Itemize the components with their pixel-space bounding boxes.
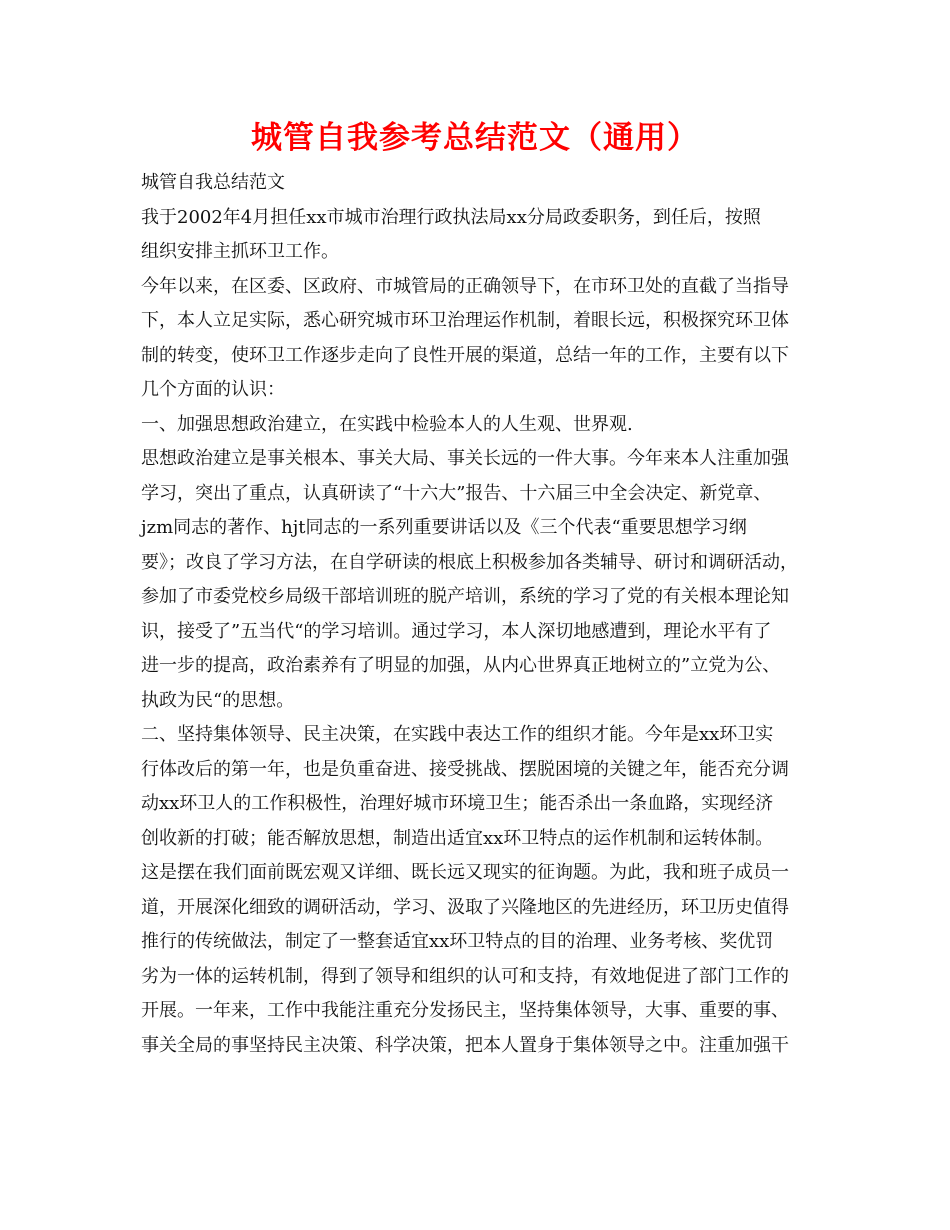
body-line: 推行的传统做法，制定了一整套适宜xx环卫特点的目的治理、业务考核、奖优罚 xyxy=(141,931,774,952)
body-line: 今年以来，在区委、区政府、市城管局的正确领导下，在市环卫处的直截了当指导 xyxy=(141,275,789,297)
body-line: 道，开展深化细致的调研活动，学习、汲取了兴隆地区的先进经历，环卫历史值得 xyxy=(141,896,789,918)
body-line: 参加了市委党校乡局级干部培训班的脱产培训，系统的学习了党的有关根本理论知 xyxy=(141,586,789,607)
body-line: 识，接受了”五当代“的学习培训。通过学习，本人深切地感遭到，理论水平有了 xyxy=(141,620,772,642)
body-line: 城管自我总结范文 xyxy=(141,172,285,193)
body-line: 进一步的提高，政治素养有了明显的加强，从内心世界真正地树立的”立党为公、 xyxy=(141,655,781,676)
body-line: 组织安排主抓环卫工作。 xyxy=(141,241,339,262)
body-line: 几个方面的认识： xyxy=(141,379,285,400)
body-line: 开展。一年来，工作中我能注重充分发扬民主，坚持集体领导，大事、重要的事、 xyxy=(141,1000,789,1021)
body-line: 我于2002年4月担任xx市城市治理行政执法局xx分局政委职务，到任后，按照 xyxy=(141,206,761,228)
body-line: 一、加强思想政治建立，在实践中检验本人的人生观、世界观. xyxy=(141,413,633,435)
body-line: 下，本人立足实际，悉心研究城市环卫治理运作机制，着眼长远，积极探究环卫体 xyxy=(141,310,789,331)
body-line: 这是摆在我们面前既宏观又详细、既长远又现实的征询题。为此，我和班子成员一 xyxy=(141,862,789,883)
body-line: 动xx环卫人的工作积极性，治理好城市环境卫生；能否杀出一条血路，实现经济 xyxy=(141,793,774,814)
body-line: 行体改后的第一年，也是负重奋进、接受挑战、摆脱困境的关键之年，能否充分调 xyxy=(141,758,789,780)
body-line: 劣为一体的运转机制，得到了领导和组织的认可和支持，有效地促进了部门工作的 xyxy=(141,965,789,987)
body-line: 要》；改良了学习方法，在自学研读的根底上积极参加各类辅导、研讨和调研活动， xyxy=(141,551,798,573)
body-line: jzm同志的著作、hjt同志的一系列重要讲话以及《三个代表“重要思想学习纲 xyxy=(141,517,747,538)
document-title: 城管自我参考总结范文（通用） xyxy=(251,120,699,156)
body-line: 制的转变，使环卫工作逐步走向了良性开展的渠道，总结一年的工作，主要有以下 xyxy=(141,344,789,366)
body-line: 创收新的打破；能否解放思想，制造出适宜xx环卫特点的运作机制和运转体制。 xyxy=(141,827,774,849)
body-line: 事关全局的事坚持民主决策、科学决策，把本人置身于集体领导之中。注重加强干 xyxy=(141,1034,789,1056)
body-line: 二、坚持集体领导、民主决策，在实践中表达工作的组织才能。今年是xx环卫实 xyxy=(141,724,774,745)
document-body xyxy=(141,166,821,1063)
body-line: 执政为民“的思想。 xyxy=(141,689,295,711)
body-line: 学习，突出了重点，认真研读了“十六大”报告、十六届三中全会决定、新党章、 xyxy=(141,482,772,504)
body-line: 思想政治建立是事关根本、事关大局、事关长远的一件大事。今年来本人注重加强 xyxy=(141,448,789,469)
